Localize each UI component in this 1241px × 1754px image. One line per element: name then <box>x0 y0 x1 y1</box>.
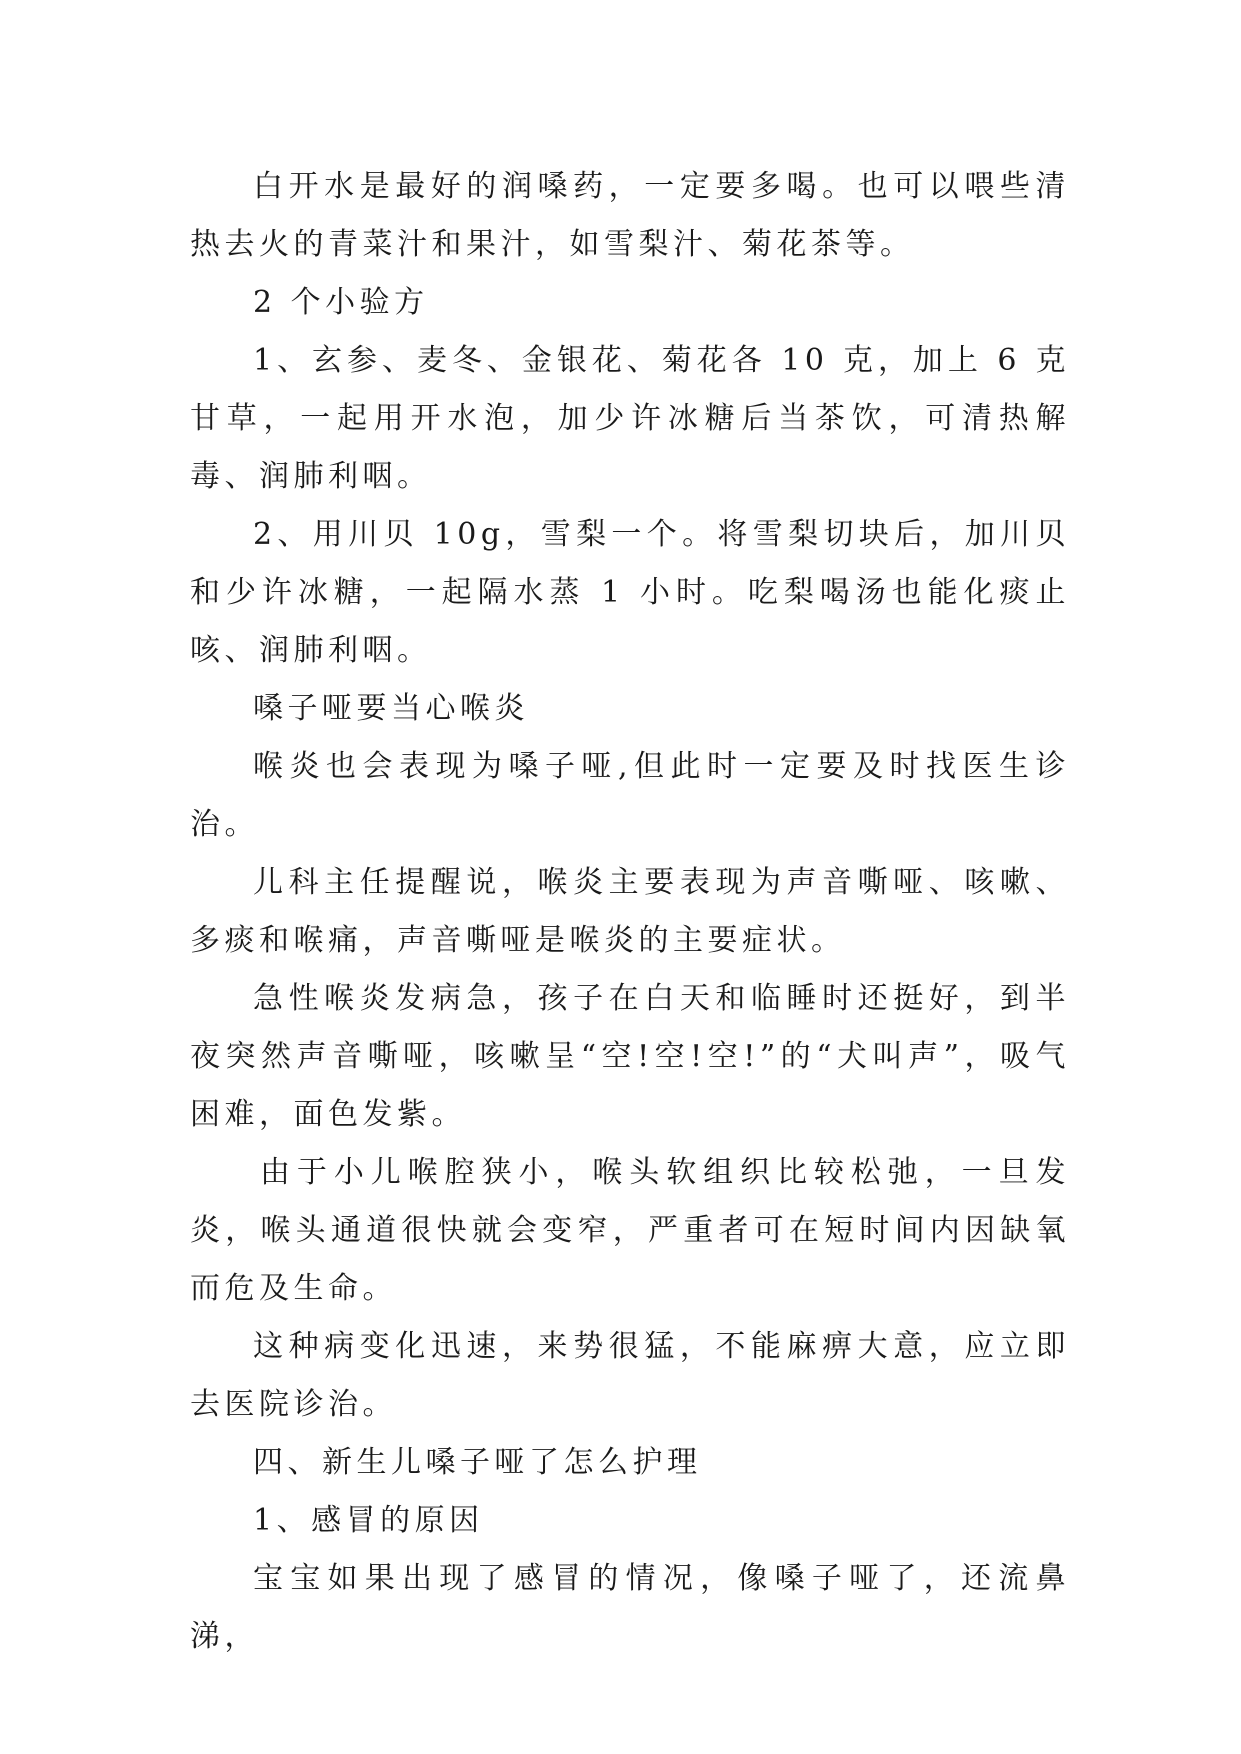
paragraph-acute-laryngitis: 急性喉炎发病急，孩子在白天和临睡时还挺好，到半夜突然声音嘶哑，咳嗽呈“空!空!空!”的“犬叫声”，吸气困难，面色发紫。 <box>190 981 1070 1132</box>
heading-cold-cause: 1、感冒的原因 <box>253 1503 484 1538</box>
paragraph-rapid-change: 这种病变化迅速，来势很猛，不能麻痹大意，应立即去医院诊治。 <box>190 1329 1070 1422</box>
paragraph-remedy-2: 2、用川贝 10g，雪梨一个。将雪梨切块后，加川贝和少许冰糖，一起隔水蒸 1 小时。吃梨喝汤也能化痰止咳、润肺利咽。 <box>190 517 1070 668</box>
heading-two-remedies: 2 个小验方 <box>253 285 429 320</box>
heading-newborn-care: 四、新生儿嗓子哑了怎么护理 <box>253 1445 702 1480</box>
paragraph-water: 白开水是最好的润嗓药，一定要多喝。也可以喂些清热去火的青菜汁和果汁，如雪梨汁、菊花茶等。 <box>190 169 1070 262</box>
paragraph-doctor-reminder: 儿科主任提醒说，喉炎主要表现为声音嘶哑、咳嗽、多痰和喉痛，声音嘶哑是喉炎的主要症状。 <box>190 865 1070 958</box>
heading-laryngitis: 嗓子哑要当心喉炎 <box>253 691 529 726</box>
document-page <box>190 158 1070 1666</box>
paragraph-larynx-narrow: 由于小儿喉腔狭小，喉头软组织比较松弛，一旦发炎，喉头通道很快就会变窄，严重者可在短时间内因缺氧而危及生命。 <box>190 1155 1070 1306</box>
paragraph-remedy-1: 1、玄参、麦冬、金银花、菊花各 10 克，加上 6 克甘草，一起用开水泡，加少许冰糖后当茶饮，可清热解毒、润肺利咽。 <box>190 343 1070 494</box>
paragraph-baby-cold: 宝宝如果出现了感冒的情况，像嗓子哑了，还流鼻涕， <box>190 1561 1070 1654</box>
paragraph-laryngitis-intro: 喉炎也会表现为嗓子哑,但此时一定要及时找医生诊治。 <box>190 749 1070 842</box>
